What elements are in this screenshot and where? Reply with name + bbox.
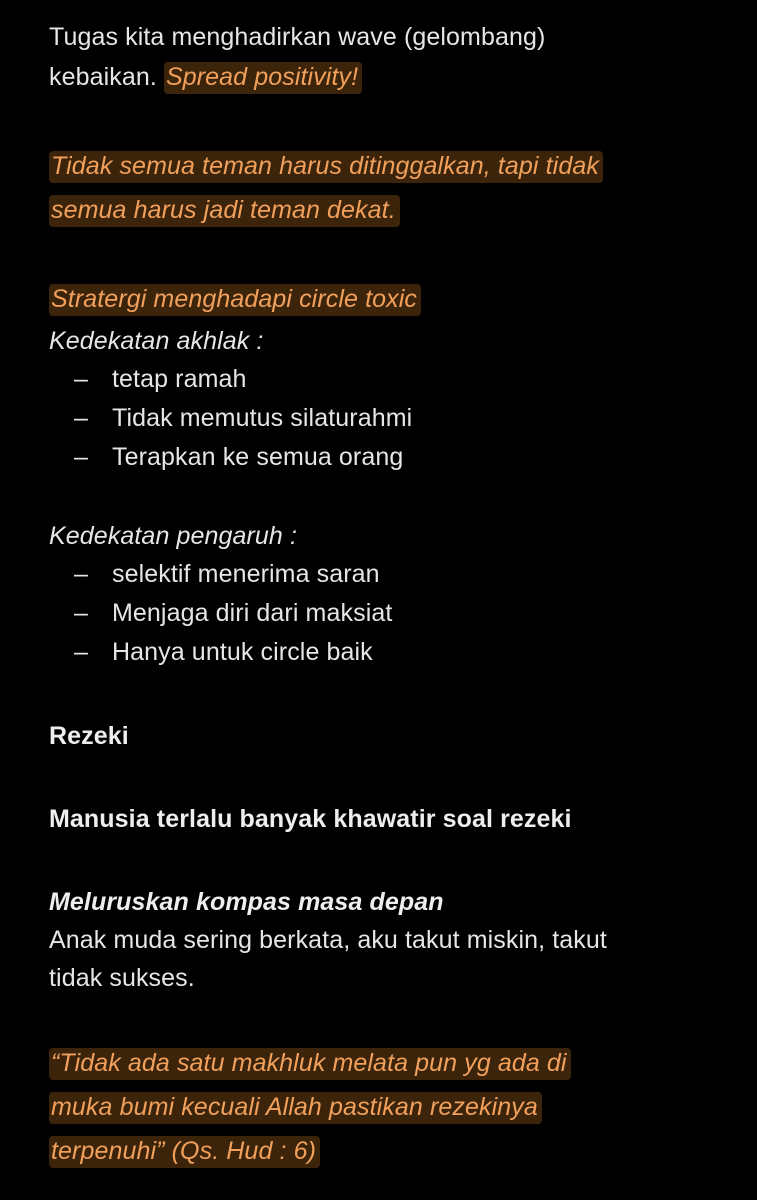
intro-text-2: kebaikan. — [49, 63, 164, 91]
compass-title: Meluruskan kompas masa depan — [49, 888, 444, 916]
list-item-text: tetap ramah — [112, 365, 247, 393]
compass-line-1: Anak muda sering berkata, aku takut miskin, takut — [49, 926, 607, 954]
dash-bullet: – — [74, 443, 89, 471]
dash-bullet: – — [74, 560, 89, 588]
list-item — [49, 555, 739, 594]
list-item — [49, 438, 739, 477]
strategy-heading-line — [49, 278, 739, 322]
friends-quote-line-2 — [49, 189, 739, 233]
list-item-text: Tidak memutus silaturahmi — [112, 404, 413, 432]
spread-positivity-highlight: Spread positivity! — [164, 62, 362, 94]
verse-highlight-1: “Tidak ada satu makhluk melata pun yg ada di — [49, 1048, 571, 1080]
intro-text-1: Tugas kita menghadirkan wave (gelombang) — [49, 23, 546, 51]
rezeki-heading: Rezeki — [49, 722, 129, 750]
list-item — [49, 360, 739, 399]
pengaruh-list — [49, 555, 739, 672]
friends-quote-line-1 — [49, 145, 739, 189]
spacer — [49, 755, 739, 800]
intro-line-1 — [49, 18, 739, 56]
pengaruh-label: Kedekatan pengaruh : — [49, 522, 298, 550]
spacer — [49, 233, 739, 278]
friends-quote-highlight-2: semua harus jadi teman dekat. — [49, 195, 400, 227]
verse-line-1 — [49, 1042, 739, 1086]
friends-quote-highlight-1: Tidak semua teman harus ditinggalkan, tapi tidak — [49, 151, 603, 183]
akhlak-label: Kedekatan akhlak : — [49, 327, 264, 355]
verse-line-3 — [49, 1130, 739, 1174]
dash-bullet: – — [74, 404, 89, 432]
list-item-text: Hanya untuk circle baik — [112, 638, 373, 666]
dash-bullet: – — [74, 365, 89, 393]
akhlak-list — [49, 360, 739, 477]
list-item — [49, 594, 739, 633]
spacer — [49, 997, 739, 1042]
dash-bullet: – — [74, 638, 89, 666]
verse-line-2 — [49, 1086, 739, 1130]
list-item-text: selektif menerima saran — [112, 560, 380, 588]
rezeki-subheading: Manusia terlalu banyak khawatir soal rezeki — [49, 805, 572, 833]
dash-bullet: – — [74, 599, 89, 627]
spacer — [49, 100, 739, 145]
spacer — [49, 477, 739, 517]
compass-line-2: tidak sukses. — [49, 964, 195, 992]
list-item-text: Menjaga diri dari maksiat — [112, 599, 393, 627]
intro-line-2 — [49, 56, 739, 100]
list-item — [49, 399, 739, 438]
verse-highlight-3: terpenuhi” (Qs. Hud : 6) — [49, 1136, 320, 1168]
note-document — [49, 18, 739, 1174]
verse-highlight-2: muka bumi kecuali Allah pastikan rezekinya — [49, 1092, 542, 1124]
spacer — [49, 838, 739, 883]
list-item — [49, 633, 739, 672]
list-item-text: Terapkan ke semua orang — [112, 443, 404, 471]
spacer — [49, 672, 739, 717]
strategy-heading: Stratergi menghadapi circle toxic — [49, 284, 421, 316]
